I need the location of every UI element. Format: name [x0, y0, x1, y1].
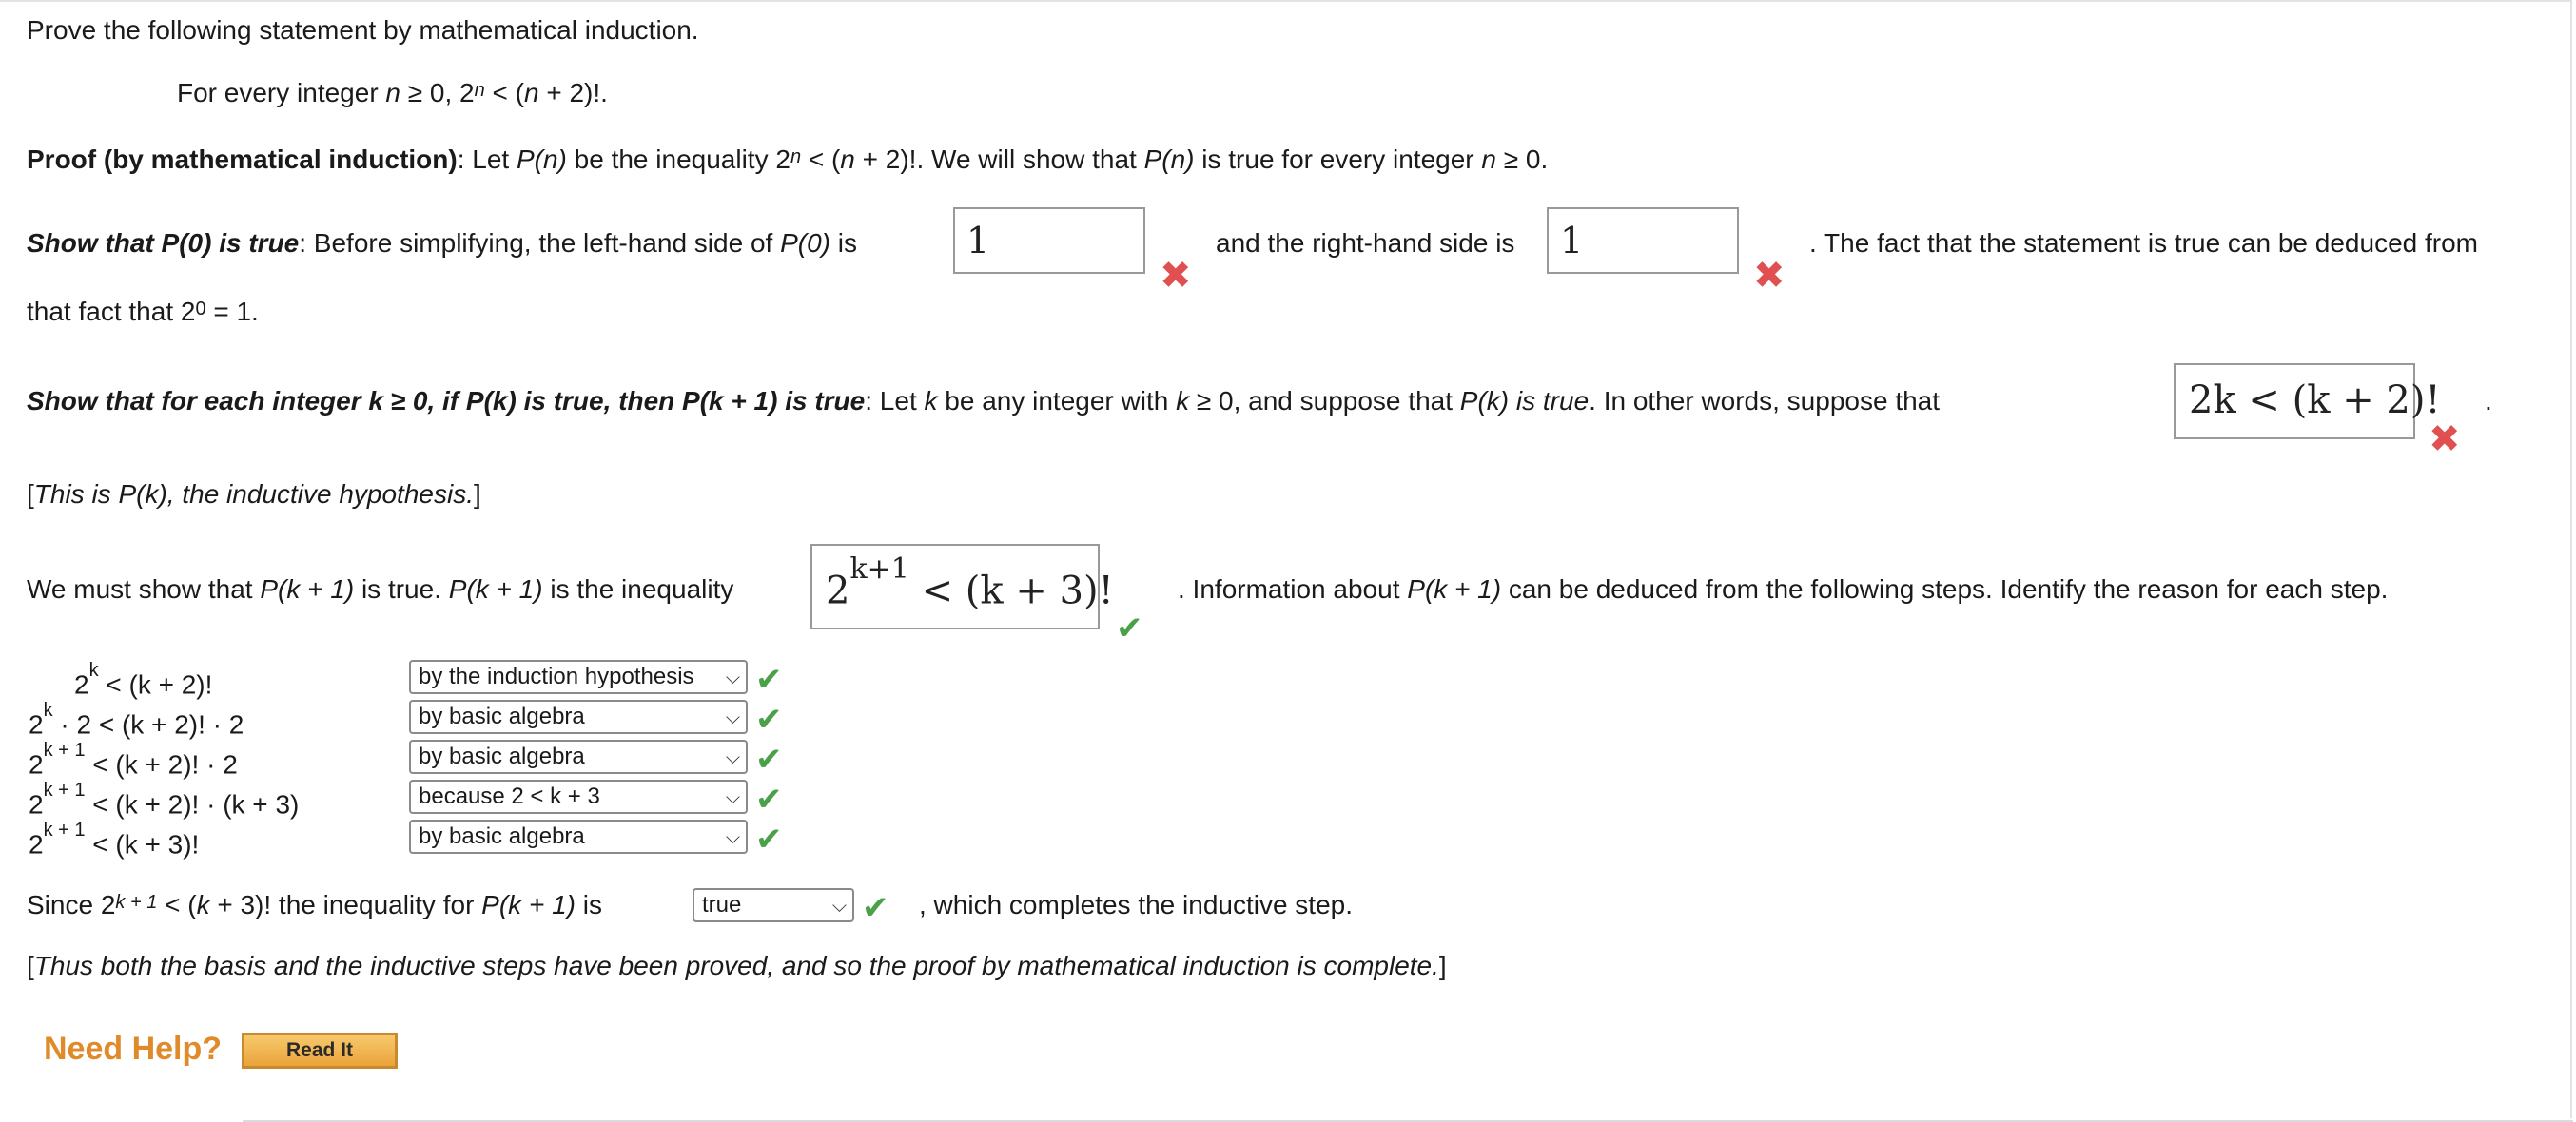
check-mark-icon: ✔ — [755, 821, 783, 859]
chevron-down-icon: ⌵ — [725, 666, 740, 688]
check-mark-icon: ✔ — [755, 781, 783, 819]
step-2-reason-select[interactable]: by basic algebra ⌵ — [409, 700, 748, 734]
step-5-expression: $2^{k + 1} < (k + 3)$! — [29, 820, 200, 860]
x-mark-icon: ✖ — [1753, 254, 1786, 298]
proof-intro: Proof (by mathematical induction): Let P(n) be the inequality $2^n < (n + 2)$!. We will show that P(n) is true for every integer n ≥ 0. — [27, 145, 1549, 174]
basis-text: Show that P(0) is true: Before simplifying, the left-hand side of P(0) is — [27, 228, 857, 258]
inductive-text: Show that for each integer k ≥ 0, if P(k) is true, then P(k + 1) is true: Let k be any integer with k ≥ 0, and suppose that P(k) is true. In other words, suppose that — [27, 386, 1941, 416]
check-mark-icon: ✔ — [862, 889, 889, 927]
x-mark-icon: ✖ — [2429, 417, 2461, 461]
step-4-expression: $2^{k + 1} < (k + 2)$! · (k + 3) — [29, 780, 300, 820]
x-mark-icon: ✖ — [1160, 254, 1192, 298]
conclusion-note: [Thus both the basis and the inductive steps have been proved, and so the proof by mathematical induction is complete.] — [27, 951, 1447, 980]
statement: For every integer n ≥ 0, $2^n < (n + 2)$!. — [177, 78, 608, 107]
chevron-down-icon: ⌵ — [725, 825, 740, 848]
basis-fact-line2: that fact that $2^0 = 1$. — [27, 297, 259, 326]
step-3-expression: $2^{k + 1} < (k + 2)$! · 2 — [29, 740, 238, 780]
check-mark-icon: ✔ — [755, 701, 783, 739]
step-1-reason-select[interactable]: by the induction hypothesis ⌵ — [409, 660, 748, 694]
chevron-down-icon: ⌵ — [725, 785, 740, 808]
inductive-hypothesis-answer[interactable]: 2k < (k + 2)! — [2174, 363, 2415, 439]
read-it-button[interactable]: Read It — [242, 1033, 398, 1069]
step-4-reason-select[interactable]: because 2 < k + 3 ⌵ — [409, 780, 748, 814]
chevron-down-icon: ⌵ — [831, 894, 847, 917]
chevron-down-icon: ⌵ — [725, 706, 740, 728]
pk1-inequality-answer[interactable]: $2^{k+1} < (k + 3)$! — [810, 544, 1100, 629]
check-mark-icon: ✔ — [755, 661, 783, 699]
step-1-expression: $2^k < (k + 2)$! — [74, 660, 213, 700]
since-text: Since $2^{k + 1} < (k + 3)$! the inequality for P(k + 1) is — [27, 890, 602, 919]
step-5-reason-select[interactable]: by basic algebra ⌵ — [409, 820, 748, 854]
basis-fact-text: . The fact that the statement is true can be deduced from — [1809, 228, 2478, 258]
chevron-down-icon: ⌵ — [725, 745, 740, 768]
hypothesis-note: [This is P(k), the inductive hypothesis.] — [27, 479, 481, 509]
since-completion: , which completes the inductive step. — [919, 890, 1354, 919]
check-mark-icon: ✔ — [755, 741, 783, 779]
basis-rhs-answer[interactable]: 1 — [1547, 207, 1739, 274]
inductive-period: . — [2485, 386, 2492, 416]
step-3-reason-select[interactable]: by basic algebra ⌵ — [409, 740, 748, 774]
basis-rhs-label: and the right-hand side is — [1216, 228, 1515, 258]
step-2-expression: $2^k \cdot 2 < (k + 2)$! · 2 — [29, 700, 244, 740]
must-show-text: We must show that P(k + 1) is true. P(k + 1) is the inequality — [27, 574, 734, 604]
must-show-info: . Information about P(k + 1) can be deduced from the following steps. Identify the reason for each step. — [1178, 574, 2389, 604]
inequality-truth-select[interactable]: true ⌵ — [693, 888, 854, 922]
need-help-label: Need Help? — [44, 1031, 223, 1067]
check-mark-icon: ✔ — [1116, 609, 1143, 648]
intro-text: Prove the following statement by mathematical induction. — [27, 15, 699, 45]
basis-lhs-answer[interactable]: 1 — [953, 207, 1145, 274]
